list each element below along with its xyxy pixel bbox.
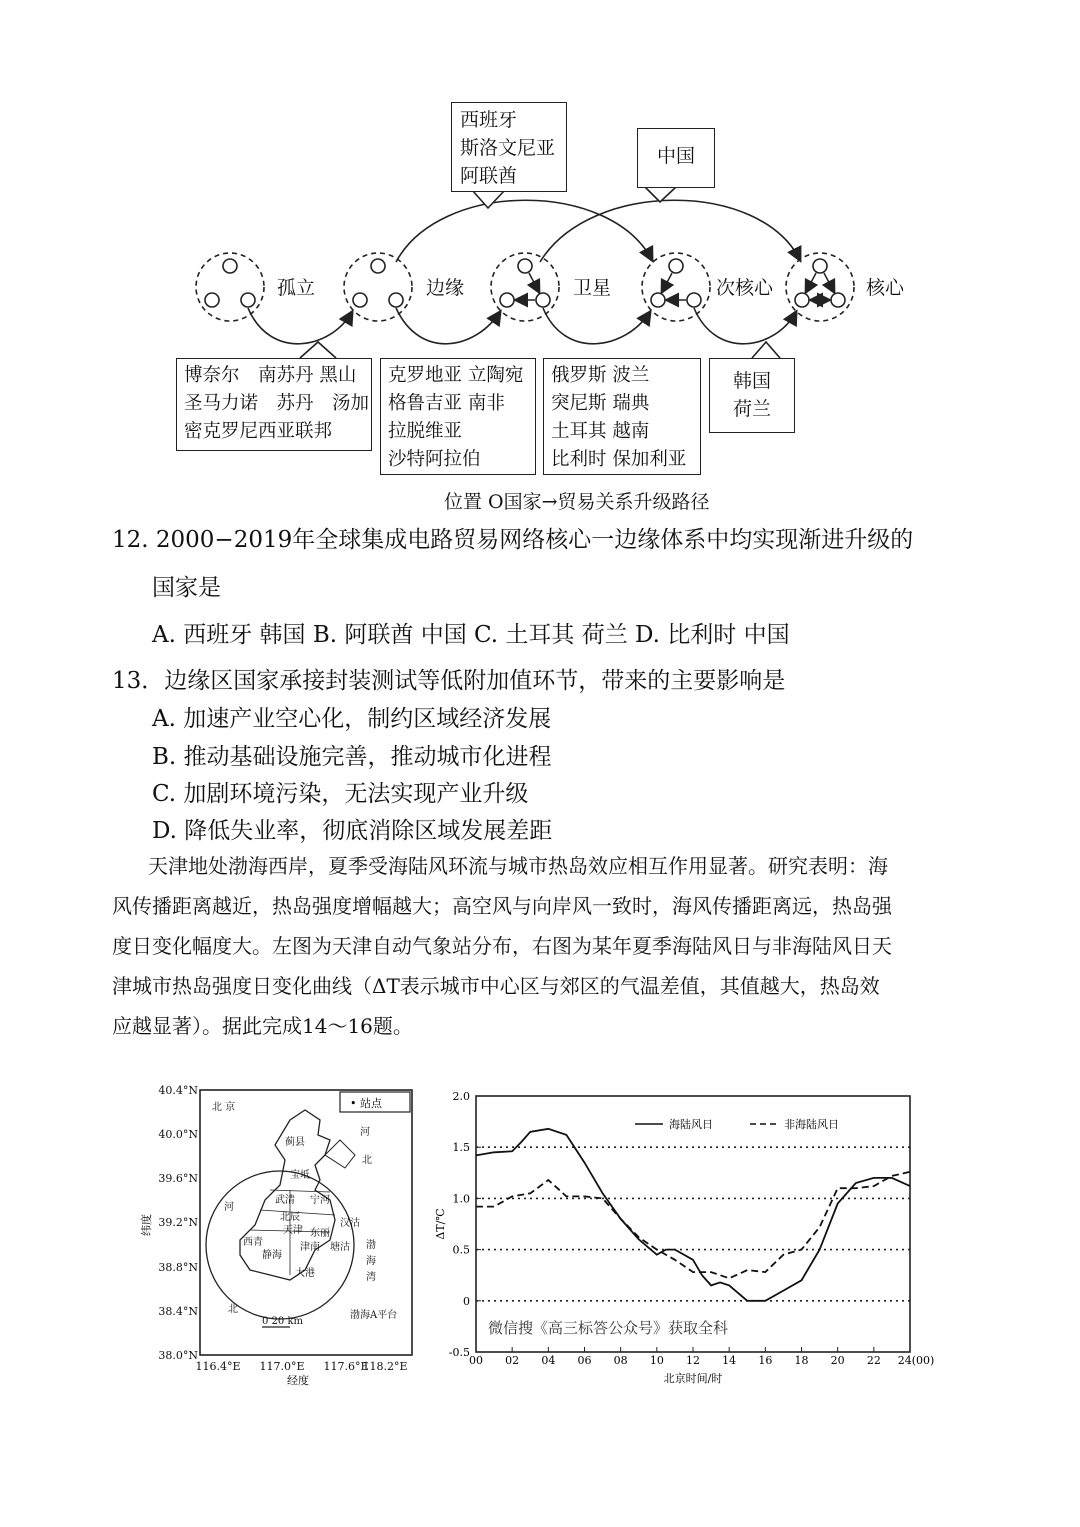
- map-xtick: 117.0°E: [259, 1360, 305, 1373]
- svg-text:东丽: 东丽: [310, 1228, 330, 1239]
- y-tick-label: 2.0: [452, 1090, 470, 1103]
- q12-options: A. 西班牙 韩国 B. 阿联酋 中国 C. 土耳其 荷兰 D. 比利时 中国: [152, 622, 790, 648]
- watermark: 微信搜《高三标答公众号》获取全科: [488, 1319, 729, 1337]
- map-ytick: 38.8°N: [158, 1261, 198, 1274]
- svg-text:渤海A平台: 渤海A平台: [350, 1310, 398, 1321]
- svg-text:宝坻: 宝坻: [290, 1170, 310, 1181]
- svg-text:武清: 武清: [275, 1195, 295, 1206]
- stage-label-isolated: 孤立: [277, 277, 316, 299]
- x-tick-label: 18: [794, 1354, 809, 1367]
- map-ylabel: 纬度: [140, 1214, 153, 1236]
- x-tick-label: 02: [505, 1354, 520, 1367]
- legend-label: 非海陆风日: [784, 1118, 839, 1131]
- svg-text:北 京: 北 京: [212, 1102, 236, 1113]
- callout-spain-slovenia-uae: 西班牙 斯洛文尼亚 阿联酋: [451, 102, 567, 192]
- arrow-subcore-to-core: [694, 308, 796, 344]
- x-tick-label: 20: [830, 1354, 845, 1367]
- map-ytick: 40.0°N: [158, 1128, 198, 1141]
- stage-label-satellite: 卫星: [573, 277, 612, 299]
- q13-option-a: A. 加速产业空心化，制约区域经济发展: [152, 706, 552, 732]
- callout-isolated-to-edge-countries: 博奈尔 南苏丹 黑山 圣马力诺 苏丹 汤加 密克罗尼西亚联邦: [176, 358, 372, 451]
- y-tick-label: 0.5: [452, 1243, 470, 1257]
- svg-text:北: 北: [362, 1155, 372, 1166]
- map-ytick: 40.4°N: [158, 1084, 198, 1097]
- q13-option-b: B. 推动基础设施完善，推动城市化进程: [152, 744, 552, 770]
- x-tick-label: 10: [649, 1354, 664, 1367]
- callout-satellite-to-subcore-countries: 俄罗斯 波兰 突尼斯 瑞典 土耳其 越南 比利时 保加利亚: [543, 358, 701, 475]
- tianjin-station-map: [140, 1080, 430, 1400]
- legend-label: 海陆风日: [669, 1118, 713, 1131]
- chart-xlabel: 北京时间/时: [663, 1372, 723, 1385]
- svg-text:北: 北: [228, 1304, 238, 1315]
- svg-text:• 站点: • 站点: [350, 1097, 382, 1110]
- q12-stem-line1: 12. 2000−2019年全球集成电路贸易网络核心一边缘体系中均实现渐进升级的: [112, 527, 914, 553]
- map-ytick: 39.2°N: [158, 1216, 198, 1229]
- y-tick-label: 1.5: [452, 1141, 470, 1155]
- map-xtick: 116.4°E: [195, 1360, 241, 1373]
- svg-text:塘沽: 塘沽: [330, 1242, 350, 1253]
- x-tick-label: 04: [541, 1354, 556, 1367]
- svg-text:汉沽: 汉沽: [340, 1218, 360, 1229]
- x-tick-label: 22: [866, 1354, 881, 1367]
- svg-text:河: 河: [360, 1127, 370, 1138]
- svg-text:渤: 渤: [366, 1240, 376, 1251]
- q13-option-c: C. 加剧环境污染，无法实现产业升级: [152, 781, 529, 807]
- x-tick-label: 24(00): [897, 1354, 935, 1367]
- x-tick-label: 08: [613, 1354, 628, 1367]
- svg-text:蓟县: 蓟县: [285, 1137, 305, 1148]
- map-xtick: 117.6°E: [323, 1360, 369, 1373]
- x-tick-label: 14: [722, 1354, 737, 1367]
- map-ytick: 38.0°N: [158, 1349, 198, 1362]
- svg-text:大港: 大港: [295, 1268, 315, 1279]
- svg-text:天津: 天津: [283, 1225, 303, 1236]
- arrow-satellite-to-subcore: [543, 308, 650, 344]
- arrow-isolated-to-edge: [248, 308, 352, 344]
- x-tick-label: 00: [469, 1354, 483, 1367]
- series-line-sea-land-breeze-day: [476, 1129, 910, 1301]
- callout-subcore-to-core-countries: 韩国 荷兰: [709, 358, 795, 433]
- q13-option-d: D. 降低失业率，彻底消除区域发展差距: [152, 818, 553, 844]
- svg-text:湾: 湾: [366, 1272, 376, 1283]
- map-ytick: 39.6°N: [158, 1172, 198, 1185]
- stage-label-subcore: 次核心: [716, 277, 774, 299]
- svg-text:北辰: 北辰: [280, 1212, 300, 1223]
- svg-text:静海: 静海: [262, 1250, 282, 1261]
- callout-china: 中国: [637, 128, 715, 188]
- diagram-caption: 位置 O国家→贸易关系升级路径: [444, 491, 710, 513]
- passage: 天津地处渤海西岸，夏季受海陆风环流与城市热岛效应相互作用显著。研究表明：海 风传播距离越近，热岛强度增幅越大；高空风与向岸风一致时，海风传播距离远，热岛强 度日变化幅度大。左图为天津自动气象站分布，右图为某年夏季海陆风日与非海陆风日天 津城市热岛强度日变化曲线（ΔT表示城市中心区与郊区的气温差值，其值越大，热岛效 应越显著）。据此完成14～16题。: [112, 854, 892, 1038]
- svg-text:河: 河: [224, 1202, 234, 1213]
- x-tick-label: 12: [686, 1354, 700, 1367]
- chart-frame: [476, 1096, 910, 1352]
- y-tick-label: 0: [463, 1294, 470, 1308]
- arrow-edge-to-satellite: [396, 308, 500, 344]
- y-tick-label: 1.0: [452, 1192, 470, 1206]
- map-ytick: 38.4°N: [158, 1305, 198, 1318]
- stage-label-core: 核心: [866, 277, 905, 299]
- svg-text:津南: 津南: [300, 1242, 320, 1253]
- q13-stem: 13．边缘区国家承接封装测试等低附加值环节，带来的主要影响是: [112, 668, 786, 694]
- chart-ylabel: ΔT/℃: [434, 1208, 447, 1240]
- x-tick-label: 16: [758, 1354, 773, 1367]
- map-xtick: 118.2°E: [362, 1360, 408, 1373]
- y-tick-label: -0.5: [448, 1346, 470, 1359]
- q12-stem-line2: 国家是: [152, 575, 221, 601]
- svg-text:0 20 km: 0 20 km: [262, 1316, 303, 1327]
- map-xlabel: 经度: [287, 1374, 309, 1387]
- stage-label-edge: 边缘: [426, 277, 465, 299]
- x-tick-label: 06: [577, 1354, 592, 1367]
- svg-text:宁河: 宁河: [310, 1195, 330, 1206]
- svg-text:海: 海: [366, 1256, 376, 1267]
- heat-island-line-chart: [430, 1080, 960, 1400]
- callout-edge-to-satellite-countries: 克罗地亚 立陶宛 格鲁吉亚 南非 拉脱维亚 沙特阿拉伯: [380, 358, 536, 475]
- svg-text:西青: 西青: [243, 1237, 263, 1248]
- series-line-non-sea-land-breeze-day: [476, 1172, 910, 1279]
